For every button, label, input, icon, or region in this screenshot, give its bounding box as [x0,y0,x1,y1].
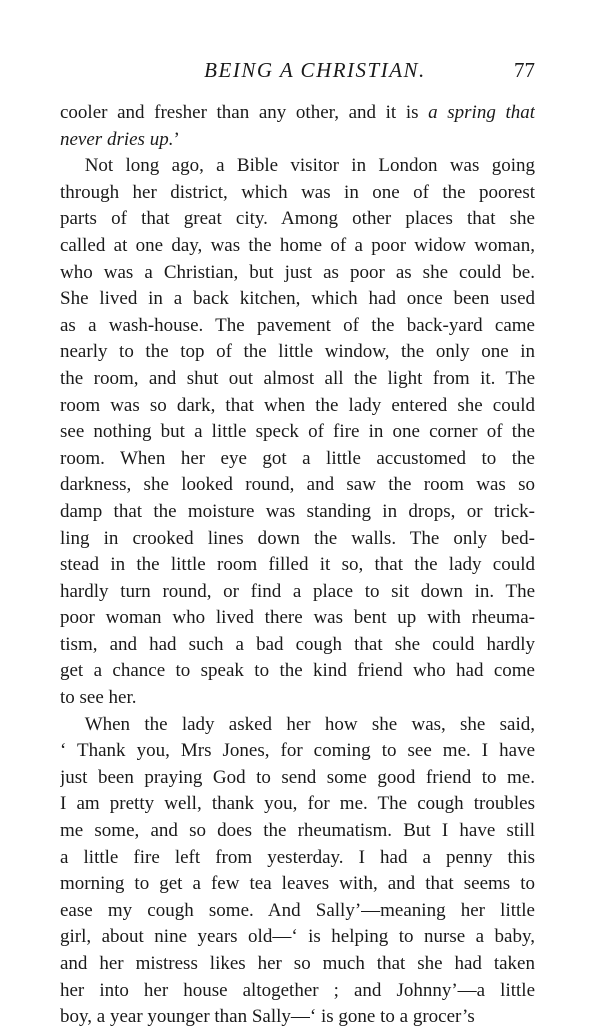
text-segment: She lived in a back kitchen, which had once been used [60,288,535,310]
text-line [60,978,535,1005]
text-segment: boy, a year younger than Sally—‘ is gone to a grocer’s [60,1006,475,1028]
text-line [60,632,535,659]
text-line [60,552,535,579]
running-head [60,58,535,88]
page-number: 77 [514,58,535,82]
text-line [60,393,535,420]
text-segment: ease my cough some. And Sally’—meaning her little [60,899,535,921]
text-line [60,898,535,925]
text-line [60,871,535,898]
text-line [60,579,535,606]
text-segment: through her district, which was in one of the poorest [60,181,535,203]
text-segment: darkness, she looked round, and saw the room was so [60,474,535,496]
text-line [60,419,535,446]
text-segment: girl, about nine years old—‘ is helping to nurse a baby, [60,926,535,948]
text-segment: poor woman who lived there was bent up with rheuma- [60,607,535,629]
text-segment: and her mistress likes her so much that she had taken [60,953,535,974]
paragraph [60,712,535,1031]
text-segment: cooler and fresher than any other, and it is [60,102,429,123]
text-segment: as a wash-house. The pavement of the back-yard came [60,314,535,336]
italic-text: never dries up. [60,128,174,150]
text-segment: damp that the moisture was standing in drops, or trick- [60,500,535,522]
text-segment: ‘ Thank you, Mrs Jones, for coming to see me. I have [60,740,535,762]
text-line [60,845,535,872]
text-segment: tism, and had such a bad cough that she could hardly [60,633,535,655]
text-line [60,526,535,553]
text-segment: me some, and so does the rheumatism. But I have still [60,820,535,842]
text-line [60,446,535,473]
text-line [60,366,535,393]
text-line [60,499,535,526]
text-segment: nearly to the top of the little window, the only one in [60,341,535,363]
text-line [60,658,535,685]
text-line [60,765,535,792]
text-line [60,685,535,712]
text-line [60,712,535,739]
text-line [60,791,535,818]
paragraph [60,100,535,153]
text-segment: just been praying God to send some good friend to me. [60,766,535,788]
text-line [60,1004,535,1031]
text-segment: parts of that great city. Among other places that she [60,208,535,230]
text-line [60,180,535,207]
text-segment: hardly turn round, or find a place to sit down in. The [60,580,535,602]
text-segment: room was so dark, that when the lady entered she could [60,394,535,416]
text-line [60,206,535,233]
text-segment: stead in the little room filled it so, that the lady could [60,554,535,576]
text-segment: get a chance to speak to the kind friend who had come [60,660,535,682]
body-text [60,100,535,1031]
text-line [60,738,535,765]
text-segment: morning to get a few tea leaves with, and that seems to [60,873,535,895]
italic-text: a spring that [428,102,535,123]
text-segment: called at one day, was the home of a poor widow woman, [60,234,535,256]
text-segment: to see her. [60,687,137,709]
text-segment: room. When her eye got a little accustomed to the [60,447,535,469]
paragraph [60,153,535,711]
text-segment: Not long ago, a Bible visitor in London was going [84,155,535,177]
text-line [60,313,535,340]
text-line [60,286,535,313]
text-segment: I am pretty well, thank you, for me. The cough troubles [60,793,535,815]
text-segment: the room, and shut out almost all the light from it. The [60,367,535,389]
text-segment: a little fire left from yesterday. I had a penny this [60,846,535,868]
text-segment: ’ [173,128,180,150]
text-line [60,100,535,127]
text-line [60,260,535,287]
text-segment: ling in crooked lines down the walls. The only bed- [60,527,535,549]
text-segment: see nothing but a little speck of fire in one corner of the [60,421,535,443]
text-segment: her into her house altogether ; and Johnny’—a little [60,979,535,1001]
text-line [60,127,535,154]
text-line [60,605,535,632]
text-segment: When the lady asked her how she was, she said, [84,713,535,735]
text-segment: who was a Christian, but just as poor as she could be. [60,261,535,283]
text-line [60,924,535,951]
text-line [60,233,535,260]
text-line [60,951,535,978]
text-line [60,472,535,499]
text-line [60,153,535,180]
text-line [60,339,535,366]
text-line [60,818,535,845]
running-title: BEING A CHRISTIAN. [204,58,426,82]
